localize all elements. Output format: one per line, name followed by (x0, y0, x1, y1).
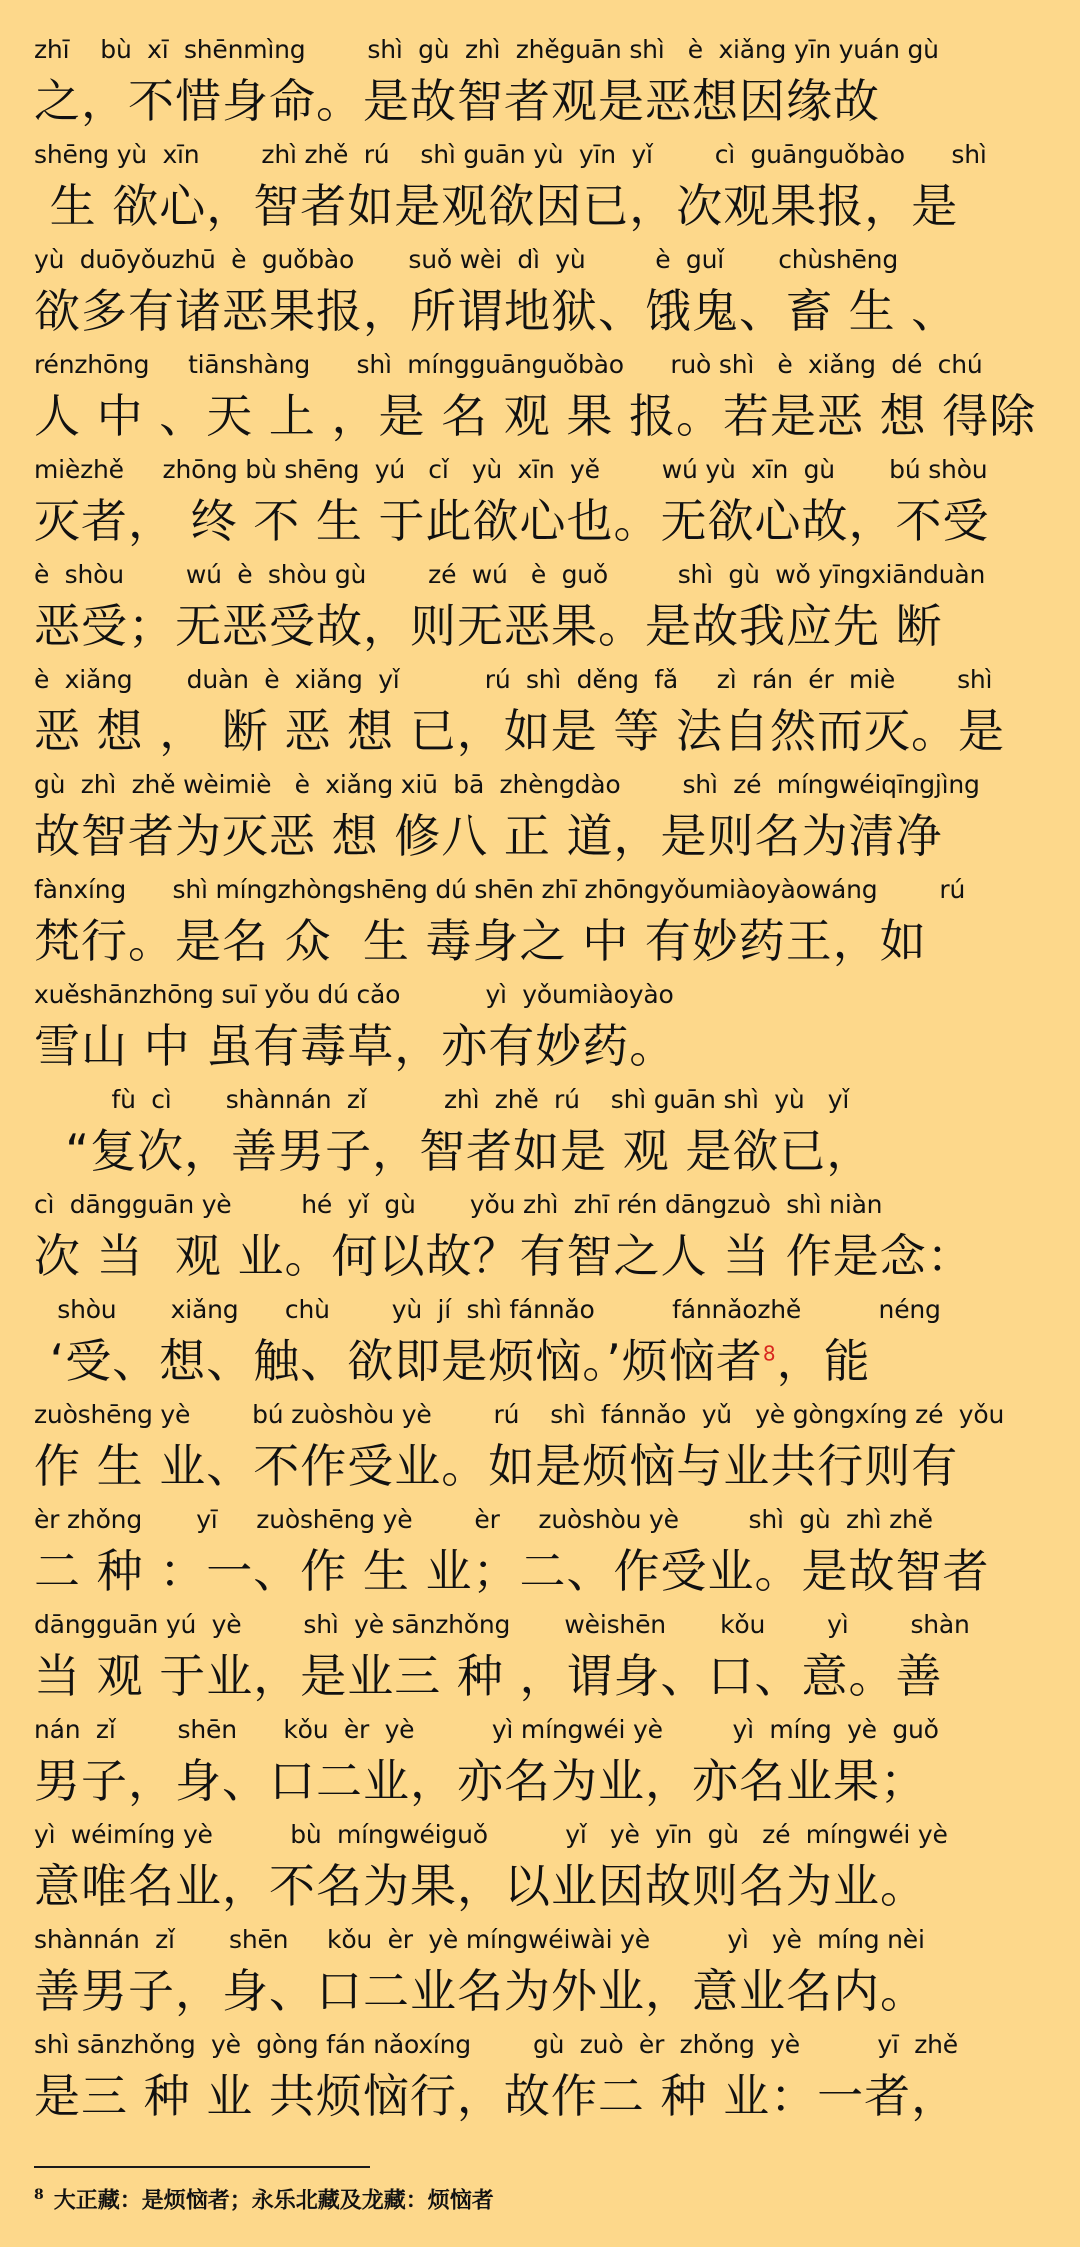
pinyin-line: shēng yù xīn zhì zhě rú shì guān yù yīn yǐ cì guānguǒbào shì (34, 140, 987, 169)
pinyin-line: rénzhōng tiānshàng shì míngguānguǒbào ruò shì è xiǎng dé chú (34, 350, 983, 379)
hanzi-line: ‘受、想、触、欲即是烦恼。’烦恼者$^8$，能 (34, 1334, 871, 1388)
text-line (34, 1710, 1046, 1815)
text-line (34, 1815, 1046, 1920)
pinyin-line: mièzhě zhōng bù shēng yú cǐ yù xīn yě wú yù xīn gù bú shòu (34, 455, 988, 484)
hanzi-line: 作 生 业、不作受业。如是烦恼与业共行则有 (34, 1439, 959, 1493)
footnote-number: 8 (34, 2187, 44, 2203)
pinyin-line: xuěshānzhōng suī yǒu dú cǎo yì yǒumiàoyào (34, 980, 674, 1009)
text-line (34, 345, 1046, 450)
hanzi-line: 之，不惜身命。是故智者观是恶想因缘故 (34, 74, 880, 128)
text-line (34, 1920, 1046, 2025)
text-line (34, 1080, 1046, 1185)
pinyin-line: èr zhǒng yī zuòshēng yè èr zuòshòu yè shì gù zhì zhě (34, 1505, 933, 1534)
text-line (34, 1290, 1046, 1395)
pinyin-line: shànnán zǐ shēn kǒu èr yè míngwéiwài yè yì yè míng nèi (34, 1925, 925, 1954)
text-line (34, 135, 1046, 240)
text-line (34, 870, 1046, 975)
scripture-text (34, 30, 1046, 2130)
hanzi-line: 故智者为灭恶 想 修八 正 道，是则名为清净 (34, 809, 943, 863)
text-line (34, 1500, 1046, 1605)
hanzi-line: 恶受；无恶受故，则无恶果。是故我应先 断 (34, 599, 943, 653)
hanzi-line: 人 中 、天 上 ，是 名 观 果 报。若是恶 想 得除 (34, 389, 1037, 443)
footnote-reference[interactable]: 8 (762, 1341, 777, 1366)
text-line (34, 1185, 1046, 1290)
text-line (34, 765, 1046, 870)
hanzi-line: 雪山 中 虽有毒草，亦有妙药。 (34, 1019, 677, 1073)
hanzi-line: 男子，身、口二业，亦名为业，亦名业果； (34, 1754, 927, 1808)
hanzi-line: 意唯名业，不名为果，以业因故则名为业。 (34, 1859, 927, 1913)
hanzi-line: 恶 想 ， 断 恶 想 已，如是 等 法自然而灭。是 (34, 704, 1005, 758)
hanzi-line: 生 欲心，智者如是观欲因已，次观果报，是 (34, 179, 959, 233)
pinyin-line: fànxíng shì míngzhòngshēng dú shēn zhī zhōngyǒumiàoyàowáng rú (34, 875, 966, 904)
text-line (34, 555, 1046, 660)
footnote (34, 2180, 494, 2215)
pinyin-line: cì dāngguān yè hé yǐ gù yǒu zhì zhī rén dāngzuò shì niàn (34, 1190, 883, 1219)
pinyin-line: yù duōyǒuzhū è guǒbào suǒ wèi dì yù è guǐ chùshēng (34, 245, 898, 274)
pinyin-line: zuòshēng yè bú zuòshòu yè rú shì fánnǎo yǔ yè gòngxíng zé yǒu (34, 1400, 1005, 1429)
hanzi-line: 二 种 ：一、作 生 业；二、作受业。是故智者 (34, 1544, 990, 1598)
pinyin-line: è xiǎng duàn è xiǎng yǐ rú shì děng fǎ zì rán ér miè shì (34, 665, 993, 694)
text-line (34, 660, 1046, 765)
hanzi-line: 灭者， 终 不 生 于此欲心也。无欲心故，不受 (34, 494, 990, 548)
text-line (34, 1605, 1046, 1710)
hanzi-line: 是三 种 业 共烦恼行，故作二 种 业：一者， (34, 2069, 959, 2123)
pinyin-line: yì wéimíng yè bù míngwéiguǒ yǐ yè yīn gù zé míngwéi yè (34, 1820, 948, 1849)
text-line (34, 1395, 1046, 1500)
hanzi-line: “复次，善男子，智者如是 观 是欲已， (34, 1124, 874, 1178)
footnote-text: 大正藏：是烦恼者；永乐北藏及龙藏：烦恼者 (53, 2187, 494, 2214)
pinyin-line: shì sānzhǒng yè gòng fán nǎoxíng gù zuò èr zhǒng yè yī zhě (34, 2030, 958, 2059)
footnote-divider (34, 2166, 370, 2168)
text-line (34, 2025, 1046, 2130)
hanzi-line: 当 观 于业，是业三 种 ，谓身、口、意。善 (34, 1649, 943, 1703)
pinyin-line: shòu xiǎng chù yù jí shì fánnǎo fánnǎozhě néng (34, 1295, 941, 1324)
pinyin-line: gù zhì zhě wèimiè è xiǎng xiū bā zhèngdào shì zé míngwéiqīngjìng (34, 770, 980, 799)
pinyin-line: dāngguān yú yè shì yè sānzhǒng wèishēn kǒu yì shàn (34, 1610, 970, 1639)
text-line (34, 450, 1046, 555)
pinyin-line: è shòu wú è shòu gù zé wú è guǒ shì gù wǒ yīngxiānduàn (34, 560, 986, 589)
hanzi-line: 善男子，身、口二业名为外业，意业名内。 (34, 1964, 927, 2018)
pinyin-line: fù cì shànnán zǐ zhì zhě rú shì guān shì yù yǐ (34, 1085, 850, 1114)
pinyin-line: zhī bù xī shēnmìng shì gù zhì zhěguān shì è xiǎng yīn yuán gù (34, 35, 939, 64)
hanzi-line: 次 当 观 业。何以故？有智之人 当 作是念： (34, 1229, 974, 1283)
text-line (34, 975, 1046, 1080)
hanzi-line: 梵行。是名 众 生 毒身之 中 有妙药王，如 (34, 914, 927, 968)
pinyin-line: nán zǐ shēn kǒu èr yè yì míngwéi yè yì míng yè guǒ (34, 1715, 939, 1744)
text-line (34, 30, 1046, 135)
text-line (34, 240, 1046, 345)
hanzi-line: 欲多有诸恶果报，所谓地狱、饿鬼、畜 生 、 (34, 284, 959, 338)
